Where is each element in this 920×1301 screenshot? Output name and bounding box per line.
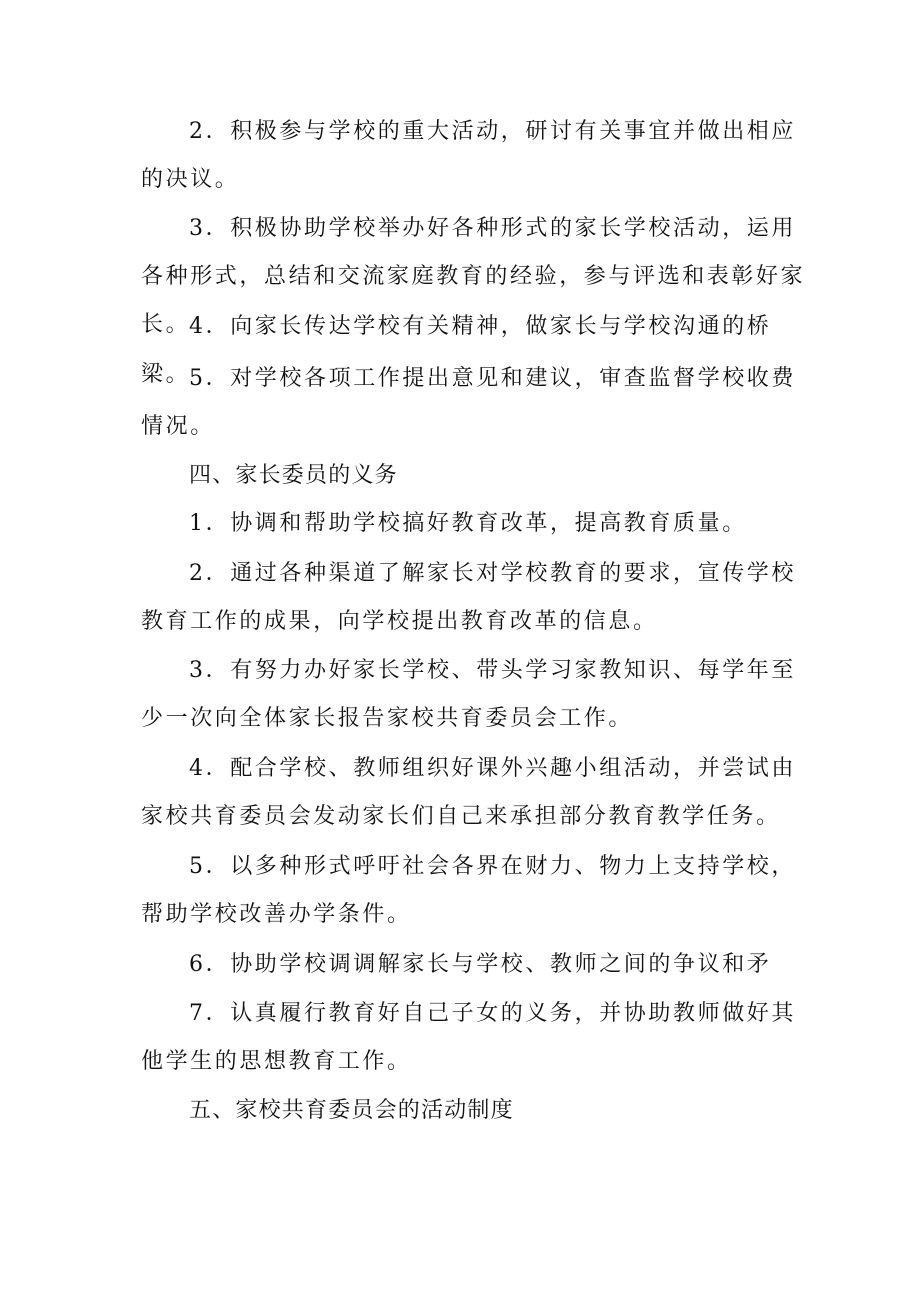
duty-item-4: 4．配合学校、教师组织好课外兴趣小组活动，并尝试由家校共育委员会发动家长们自己来承担部分教育教学任务。 [141,756,796,829]
paragraph-item-2: 2．积极参与学校的重大活动，研讨有关事宜并做出相应的决议。 [141,119,796,192]
duty-item-1: 1．协调和帮助学校搞好教育改革，提高教育质量。 [189,511,747,536]
duty-item-5: 5．以多种形式呼吁社会各界在财力、物力上支持学校，帮助学校改善办学条件。 [141,854,796,927]
paragraph-item-5: 5．对学校各项工作提出意见和建议，审查监督学校收费情况。 [141,366,796,439]
duty-item-6: 6．协助学校调调解家长与学校、教师之间的争议和矛 [189,952,772,977]
section-heading-4: 四、家长委员的义务 [189,463,398,488]
duty-item-7: 7．认真履行教育好自己子女的义务，并协助教师做好其他学生的思想教育工作。 [141,1001,796,1074]
duty-item-2: 2．通过各种渠道了解家长对学校教育的要求，宣传学校教育工作的成果，向学校提出教育改革的信息。 [141,561,796,634]
duty-item-3: 3．有努力办好家长学校、带头学习家教知识、每学年至少一次向全体家长报告家校共育委员会工作。 [141,658,796,731]
paragraph-item-4: 4．向家长传达学校有关精神，做家长与学校沟通的桥梁。 [141,314,772,387]
section-heading-5: 五、家校共育委员会的活动制度 [189,1098,514,1123]
paragraph-item-3: 3．积极协助学校举办好各种形式的家长学校活动，运用各种形式，总结和交流家庭教育的经验，参与评选和表彰好家长。 [141,216,806,337]
